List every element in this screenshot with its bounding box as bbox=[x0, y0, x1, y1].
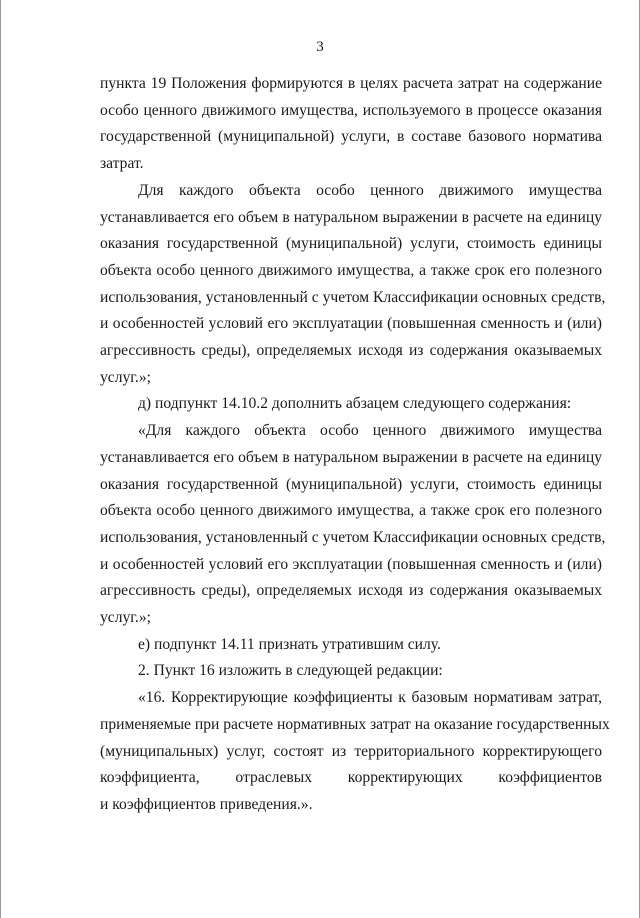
text-line: е) подпункт 14.11 признать утратившим силу. bbox=[138, 635, 441, 653]
text-line: и особенностей условий его эксплуатации (повышенная сменность и (или) bbox=[100, 555, 602, 573]
document-body bbox=[100, 71, 610, 819]
text-line: агрессивность среды), определяемых исходя из содержания оказываемых bbox=[100, 582, 602, 600]
text-line: особо ценного движимого имущества, используемого в процессе оказания bbox=[100, 101, 602, 119]
paragraph-quoted-item-16 bbox=[100, 685, 610, 819]
text-line: пункта 19 Положения формируются в целях расчета затрат на содержание bbox=[100, 75, 602, 92]
text-line: «Для каждого объекта особо ценного движимого имущества bbox=[138, 422, 602, 440]
paragraph-item-2 bbox=[100, 658, 602, 685]
text-line: Для каждого объекта особо ценного движимого имущества bbox=[138, 181, 602, 199]
text-line: 2. Пункт 16 изложить в следующей редакции: bbox=[138, 662, 443, 680]
text-line: агрессивность среды), определяемых исходя из содержания оказываемых bbox=[100, 342, 602, 360]
text-line: использования, установленный с учетом Классификации основных средств, bbox=[100, 288, 606, 306]
page-number: 3 bbox=[316, 39, 324, 55]
text-line: и коэффициентов приведения.». bbox=[100, 795, 313, 813]
paragraph-quoted-each-object bbox=[100, 418, 606, 632]
text-line: «16. Корректирующие коэффициенты к базовым нормативам затрат, bbox=[138, 689, 602, 707]
paragraph-each-object bbox=[100, 178, 606, 392]
text-line: оказания государственной (муниципальной) услуги, стоимость единицы bbox=[100, 475, 602, 493]
text-line: устанавливается его объем в натуральном выражении в расчете на единицу bbox=[100, 208, 602, 226]
text-line: объекта особо ценного движимого имущества, а также срок его полезного bbox=[100, 261, 602, 279]
paragraph-continuation bbox=[100, 71, 602, 178]
text-line: затрат. bbox=[100, 155, 144, 173]
text-line: (муниципальных) услуг, состоят из территориального корректирующего bbox=[100, 742, 602, 760]
text-line: услуг.»; bbox=[100, 368, 151, 386]
text-line: услуг.»; bbox=[100, 609, 151, 627]
text-line: государственной (муниципальной) услуги, в составе базового норматива bbox=[100, 128, 602, 146]
text-line: устанавливается его объем в натуральном выражении в расчете на единицу bbox=[100, 448, 602, 466]
text-line: использования, установленный с учетом Классификации основных средств, bbox=[100, 528, 606, 546]
text-line: д) подпункт 14.10.2 дополнить абзацем следующего содержания: bbox=[138, 395, 572, 413]
paragraph-subitem-e bbox=[100, 632, 602, 659]
text-line: объекта особо ценного движимого имущества, а также срок его полезного bbox=[100, 502, 602, 520]
text-line: и особенностей условий его эксплуатации (повышенная сменность и (или) bbox=[100, 315, 602, 333]
text-line: коэффициента, отраслевых корректирующих коэффициентов bbox=[100, 769, 602, 787]
paragraph-subitem-d bbox=[100, 391, 602, 418]
text-line: применяемые при расчете нормативных затрат на оказание государственных bbox=[100, 715, 610, 733]
text-line: оказания государственной (муниципальной) услуги, стоимость единицы bbox=[100, 235, 602, 253]
